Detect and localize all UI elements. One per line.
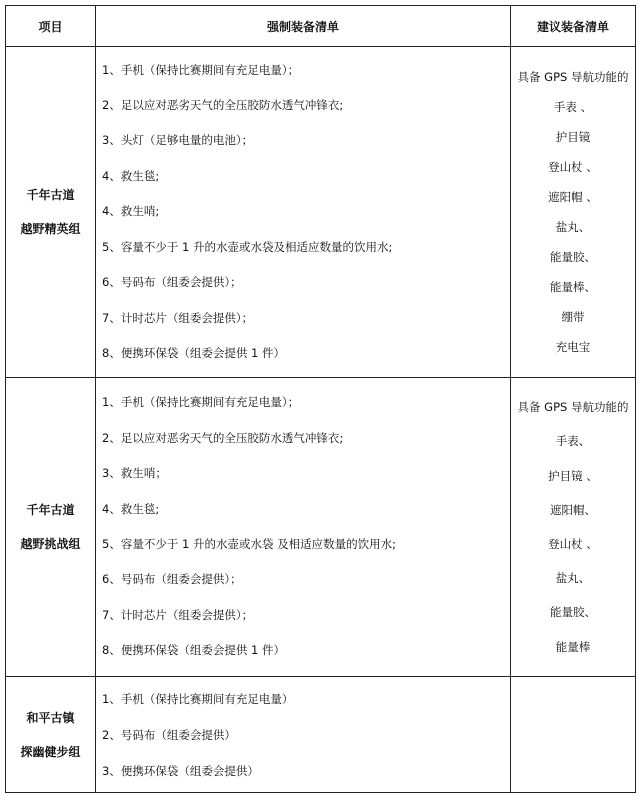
list-item: 具备 GPS 导航功能的 [517, 70, 629, 84]
list-item: 盐丸、 [555, 220, 591, 234]
list-item: 手表 、 [553, 100, 593, 114]
list-item: 6、号码布（组委会提供）； [102, 275, 242, 290]
list-item: 1、手机（保持比赛期间有充足电量）； [102, 62, 300, 77]
table-row-challenge [6, 378, 636, 677]
suggested-list [511, 390, 635, 664]
list-item: 遮阳帽、 [550, 502, 596, 517]
list-item: 5、容量不少于 1 升的水壶或水袋及相适应数量的饮用水; [102, 239, 393, 254]
list-item: 4、救生毯; [102, 168, 160, 183]
list-item: 7、计时芯片（组委会提供）； [102, 310, 254, 325]
list-item: 3、便携环保袋（组委会提供） [102, 763, 259, 778]
required-list [96, 385, 510, 668]
list-item: 3、头灯（足够电量的电池）； [102, 133, 254, 148]
list-item: 8、便携环保袋（组委会提供 1 件） [102, 345, 285, 360]
table-row-hiking [6, 677, 636, 793]
list-item: 护目镜 [555, 130, 591, 144]
group-name-cell [6, 677, 96, 793]
list-item: 能量胶、 [550, 605, 596, 620]
list-item: 8、便携环保袋（组委会提供 1 件） [102, 643, 285, 658]
list-item: 护目镜 、 [548, 468, 598, 483]
list-item: 登山杖 、 [548, 160, 598, 174]
required-cell [96, 677, 511, 793]
required-cell [96, 378, 511, 677]
header-project: 项目 [6, 6, 96, 47]
list-item: 能量棒、 [550, 280, 596, 294]
group-name-line: 探幽健步组 [20, 744, 81, 759]
table-row-elite [6, 47, 636, 378]
list-item: 4、救生哨; [102, 204, 160, 219]
group-name-line: 越野精英组 [20, 222, 81, 236]
list-item: 2、号码布（组委会提供） [102, 727, 236, 742]
list-item: 1、手机（保持比赛期间有充足电量） [102, 691, 294, 706]
list-item: 手表、 [555, 434, 591, 449]
list-item: 2、足以应对恶劣天气的全压胶防水透气冲锋衣; [102, 430, 344, 445]
list-item: 盐丸、 [555, 571, 591, 586]
list-item: 具备 GPS 导航功能的 [517, 400, 629, 415]
suggested-list [511, 62, 635, 362]
required-cell [96, 47, 511, 378]
equipment-table [5, 5, 636, 793]
list-item: 4、救生毯; [102, 501, 160, 516]
list-item: 绷带 [561, 310, 585, 324]
group-name-line: 和平古镇 [26, 710, 75, 725]
suggested-cell-empty [511, 677, 636, 793]
suggested-cell [511, 47, 636, 378]
required-list [96, 53, 510, 372]
list-item: 充电宝 [555, 340, 591, 354]
list-item: 登山杖 、 [548, 537, 598, 551]
list-item: 能量胶、 [550, 250, 596, 264]
list-item: 7、计时芯片（组委会提供）； [102, 607, 254, 622]
list-item: 2、足以应对恶劣天气的全压胶防水透气冲锋衣; [102, 98, 344, 113]
group-name-line: 千年古道 [26, 503, 75, 517]
list-item: 能量棒 [555, 639, 591, 654]
group-name-cell [6, 47, 96, 378]
list-item: 3、救生哨； [102, 466, 167, 481]
list-item: 5、容量不少于 1 升的水壶或水袋 及相适应数量的饮用水; [102, 537, 396, 551]
list-item: 遮阳帽 、 [548, 190, 598, 204]
header-suggested: 建议装备清单 [511, 6, 636, 47]
group-name-line: 千年古道 [26, 188, 75, 202]
list-item: 6、号码布（组委会提供）； [102, 572, 242, 587]
header-required: 强制装备清单 [96, 6, 511, 47]
required-list [96, 681, 510, 789]
suggested-cell [511, 378, 636, 677]
group-name-cell [6, 378, 96, 677]
list-item: 1、手机（保持比赛期间有充足电量）； [102, 395, 300, 410]
group-name-line: 越野挑战组 [20, 537, 81, 551]
header-row [6, 6, 636, 47]
